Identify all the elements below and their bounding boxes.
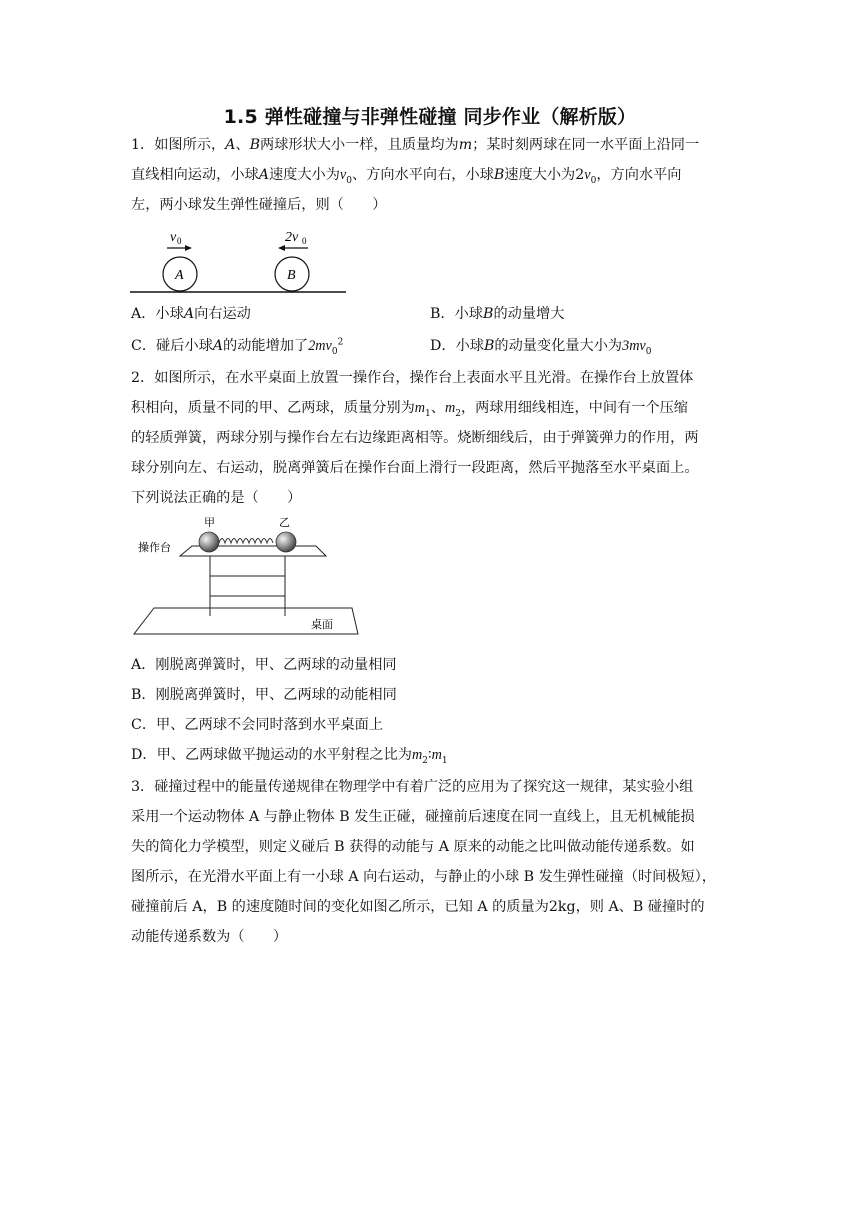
q2-line-5: 下列说法正确的是（ ）: [131, 490, 302, 506]
v0-label: v: [170, 230, 177, 245]
q2-line-2: 积相向，质量不同的甲、乙两球，质量分别为$m_1$、$m_2$，两球用细线相连，中间有一个压缩: [131, 400, 688, 419]
q1-option-b: B．小球B的动量增大: [430, 306, 565, 322]
2v0-label: 2v: [285, 230, 299, 245]
q2-option-a: A．刚脱离弹簧时，甲、乙两球的动量相同: [131, 657, 397, 673]
q2-figure: [130, 512, 370, 642]
q1-line-2: 直线相向运动，小球A速度大小为$v_0$、方向水平向右，小球B速度大小为$2v_0$，方向水平向: [131, 167, 682, 186]
q3-line-4: 图所示，在光滑水平面上有一小球 A 向右运动，与静止的小球 B 发生弹性碰撞（时间极短），: [131, 869, 716, 885]
ball-b-label: B: [287, 268, 296, 283]
ball-a-label: A: [175, 268, 184, 283]
page-title: 1.5 弹性碰撞与非弹性碰撞 同步作业（解析版）: [223, 106, 637, 128]
q1-option-a: A．小球A向右运动: [131, 306, 251, 322]
q3-line-3: 失的简化力学模型，则定义碰后 B 获得的动能与 A 原来的动能之比叫做动能传递系数。如: [131, 839, 695, 855]
q1-line-1: 1．如图所示，A、B两球形状大小一样，且质量均为m；某时刻两球在同一水平面上沿同一: [131, 137, 700, 153]
ball-yi: [276, 532, 296, 552]
yi-label: 乙: [279, 516, 290, 529]
q2-line-1: 2．如图所示，在水平桌面上放置一操作台，操作台上表面水平且光滑。在操作台上放置体: [131, 370, 694, 386]
q3-line-1: 3．碰撞过程中的能量传递规律在物理学中有着广泛的应用为了探究这一规律，某实验小组: [131, 779, 694, 795]
ball-jia: [199, 532, 219, 552]
v0-arrow-head: [185, 245, 192, 251]
spring: [219, 539, 273, 544]
jia-label: 甲: [204, 516, 215, 529]
q3-line-6: 动能传递系数为（ ）: [131, 929, 288, 945]
q1-figure: [130, 224, 360, 298]
v0-label-sub: 0: [177, 236, 182, 246]
q1-option-c: C．碰后小球A的动能增加了$2mv_0^2$: [131, 337, 344, 357]
2v0-arrow-head: [278, 245, 285, 251]
q2-option-c: C．甲、乙两球不会同时落到水平桌面上: [131, 717, 384, 733]
q1-option-d: D．小球B的动量变化量大小为$3mv_0$: [430, 338, 652, 357]
q2-line-3: 的轻质弹簧，两球分别与操作台左右边缘距离相等。烧断细线后，由于弹簧弹力的作用，两: [131, 430, 699, 446]
q2-option-d: D．甲、乙两球做平抛运动的水平射程之比为$m_2∶m_1$: [131, 747, 448, 766]
desk-label: 桌面: [311, 618, 333, 631]
q3-line-5: 碰撞前后 A，B 的速度随时间的变化如图乙所示，已知 A 的质量为2kg，则 A、B 碰撞时的: [131, 899, 705, 915]
q3-line-2: 采用一个运动物体 A 与静止物体 B 发生正碰，碰撞前后速度在同一直线上，且无机械能损: [131, 809, 695, 825]
2v0-label-sub: 0: [302, 236, 307, 246]
platform-label: 操作台: [138, 541, 171, 554]
q2-option-b: B．刚脱离弹簧时，甲、乙两球的动能相同: [131, 687, 397, 703]
q2-line-4: 球分别向左、右运动，脱离弹簧后在操作台面上滑行一段距离，然后平抛落至水平桌面上。: [131, 460, 699, 476]
q1-line-3: 左，两小球发生弹性碰撞后，则（ ）: [131, 197, 387, 213]
